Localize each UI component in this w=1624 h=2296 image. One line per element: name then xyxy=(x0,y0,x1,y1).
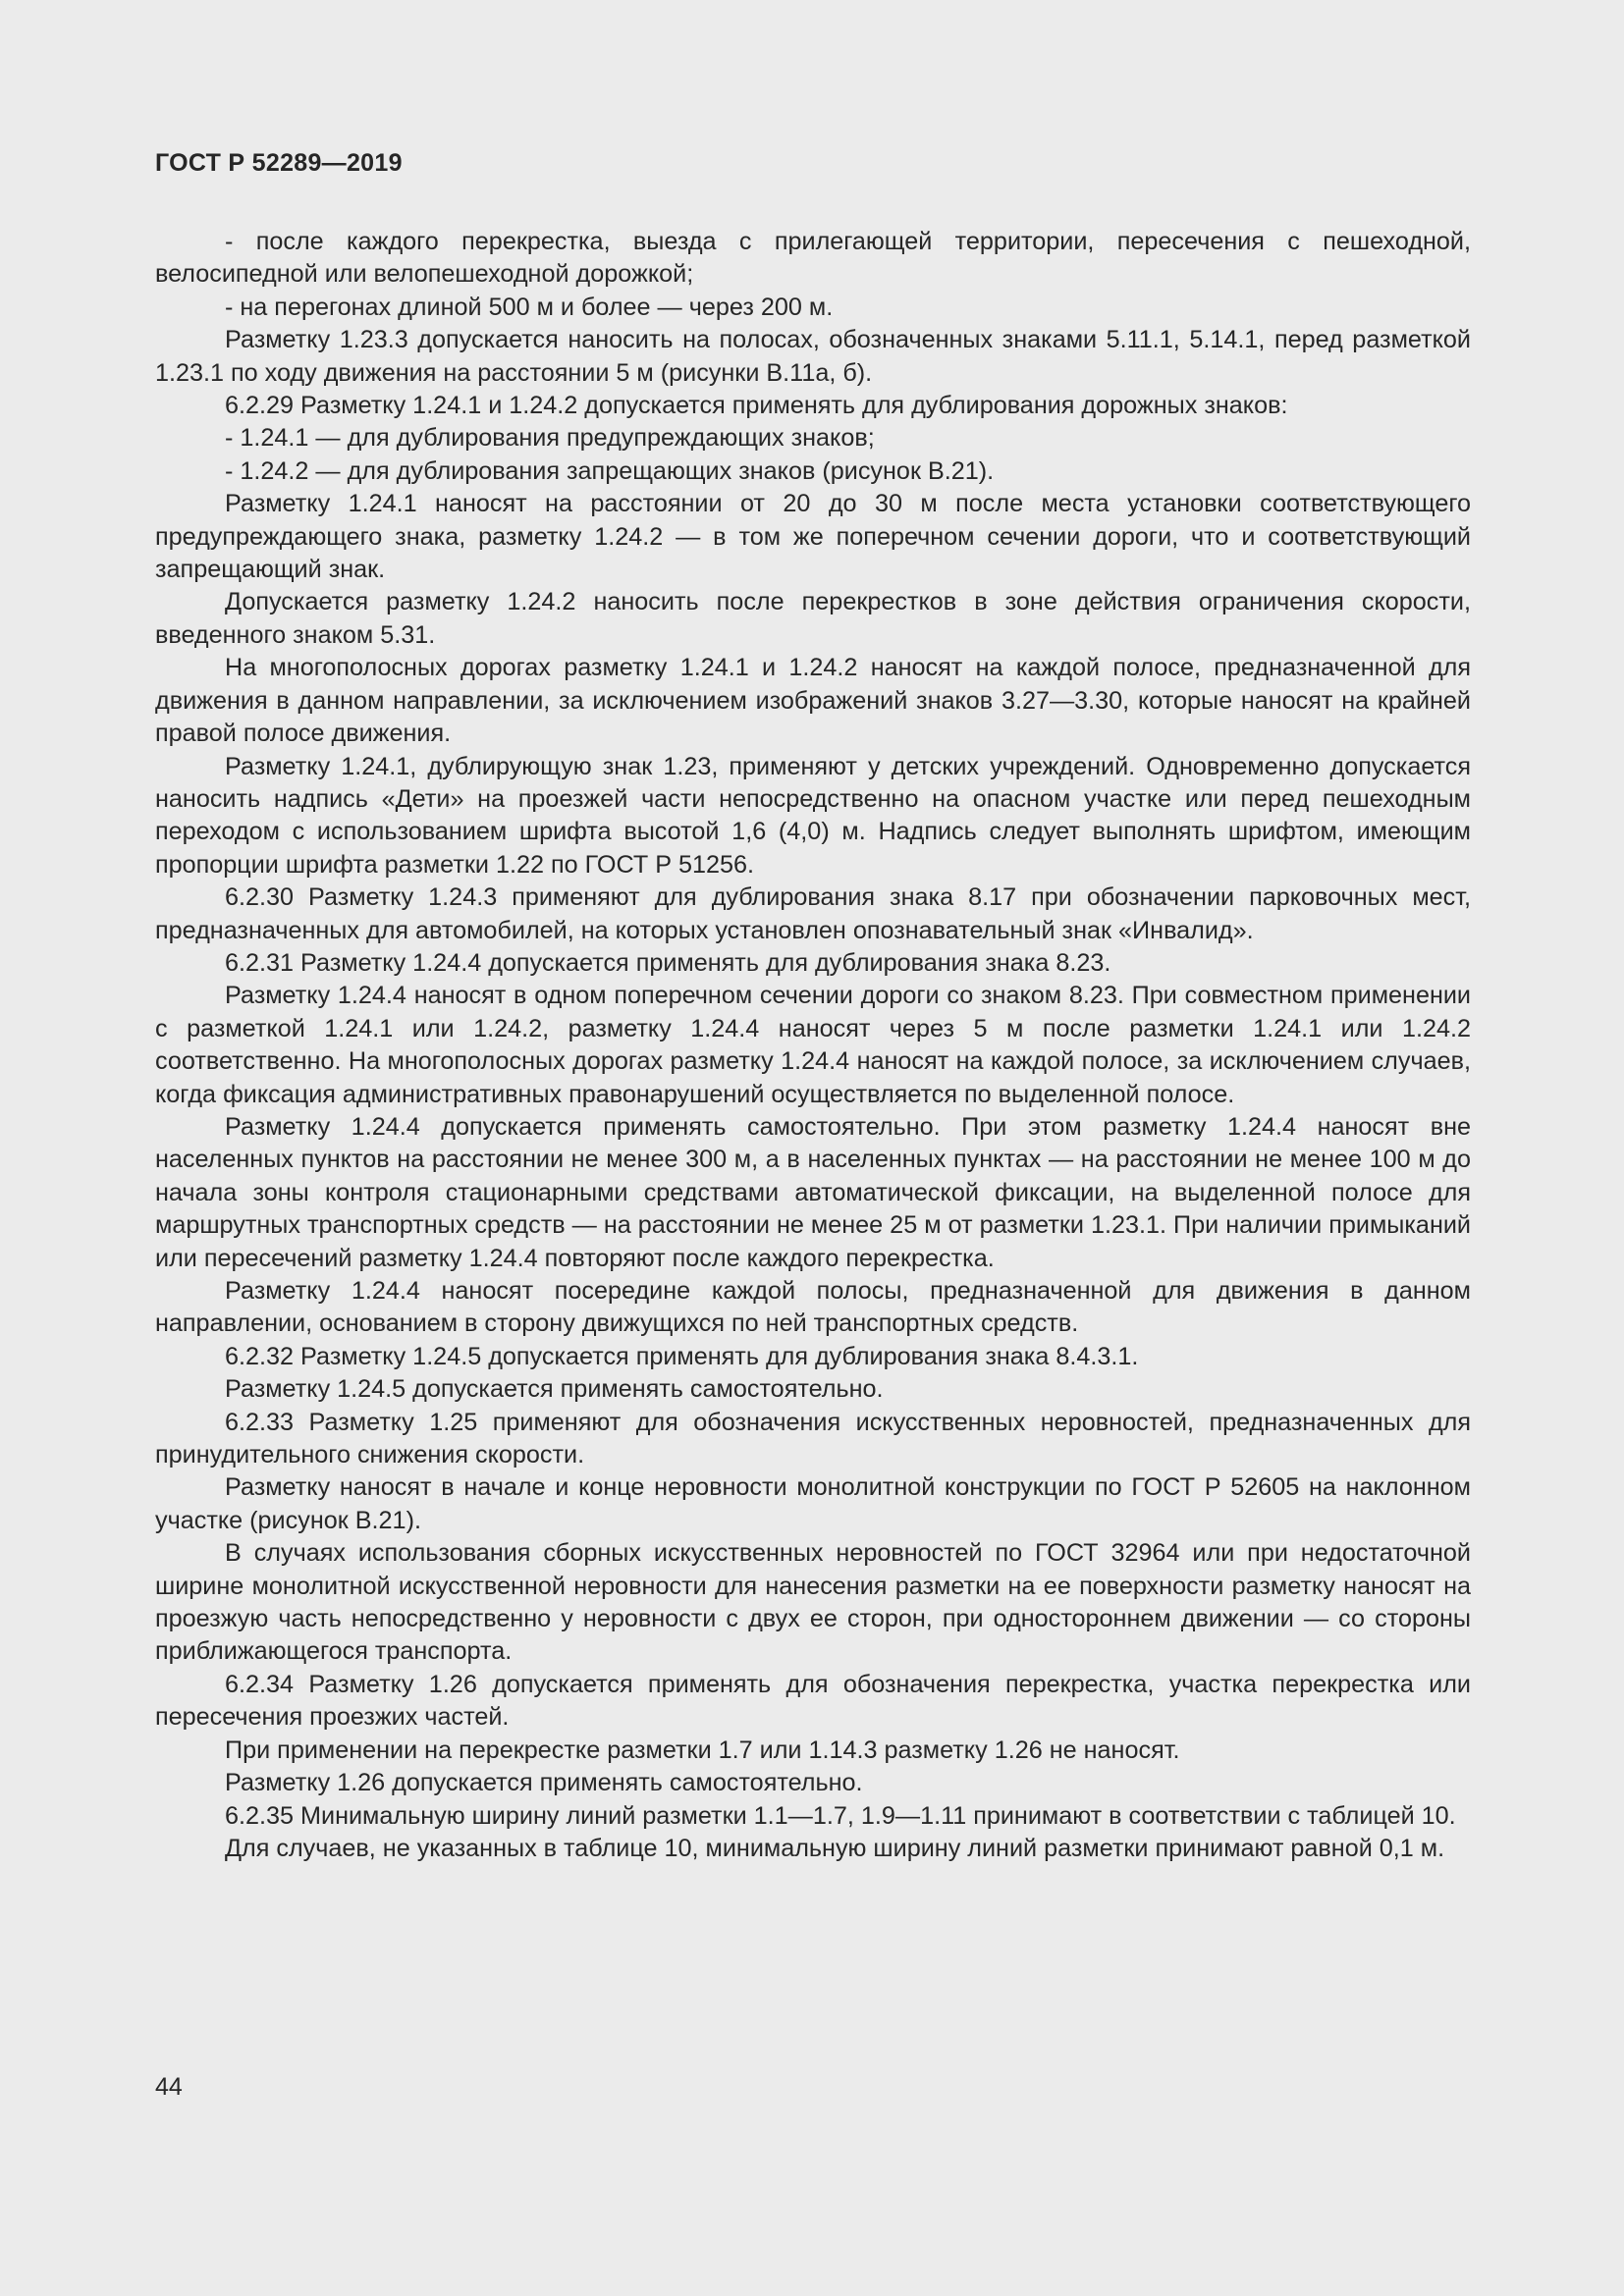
paragraph: При применении на перекрестке разметки 1.7 или 1.14.3 разметку 1.26 не наносят. xyxy=(225,1735,1180,1764)
document-body xyxy=(155,226,1471,1865)
paragraph: В случаях использования сборных искусственных неровностей по ГОСТ 32964 или при недостаточной ширине монолитной искусственной неровности для нанесения разметки на ее поверхности разметку наносят на проезжую часть непосредственно у неровности с двух ее сторон, при одностороннем движении — со стороны приближающегося транспорта. xyxy=(155,1539,1471,1666)
page-number: 44 xyxy=(155,2073,183,2101)
paragraph: Разметку 1.24.4 наносят посередине каждой полосы, предназначенной для движения в данном направлении, основанием в сторону движущихся по ней транспортных средств. xyxy=(155,1277,1471,1338)
paragraph: На многополосных дорогах разметку 1.24.1 и 1.24.2 наносят на каждой полосе, предназначенной для движения в данном направлении, за исключением изображений знаков 3.27—3.30, которые наносят на крайней правой полосе движения. xyxy=(155,654,1471,748)
paragraph: 6.2.31 Разметку 1.24.4 допускается применять для дублирования знака 8.23. xyxy=(225,948,1111,977)
paragraph: 6.2.34 Разметку 1.26 допускается применять для обозначения перекрестка, участка перекрестка или пересечения проезжих частей. xyxy=(155,1670,1471,1732)
paragraph: Разметку 1.24.4 наносят в одном поперечном сечении дороги со знаком 8.23. При совместном применении с разметкой 1.24.1 или 1.24.2, разметку 1.24.4 наносят через 5 м после разметки 1.24.1 или 1.24.2 соответственно. На многополосных дорогах разметку 1.24.4 наносят на каждой полосе, за исключением случаев, когда фиксация административных правонарушений осуществляется по выделенной полосе. xyxy=(155,982,1471,1108)
paragraph: Разметку 1.24.1, дублирующую знак 1.23, применяют у детских учреждений. Одновременно допускается наносить надпись «Дети» на проезжей части непосредственно на опасном участке или перед пешеходным переходом с использованием шрифта высотой 1,6 (4,0) м. Надпись следует выполнять шрифтом, имеющим пропорции шрифта разметки 1.22 по ГОСТ Р 51256. xyxy=(155,752,1471,879)
paragraph: Разметку 1.26 допускается применять самостоятельно. xyxy=(225,1769,863,1797)
paragraph: 6.2.35 Минимальную ширину линий разметки 1.1—1.7, 1.9—1.11 принимают в соответствии с таблицей 10. xyxy=(225,1801,1456,1830)
paragraph: - 1.24.2 — для дублирования запрещающих знаков (рисунок В.21). xyxy=(225,456,995,485)
paragraph: - 1.24.1 — для дублирования предупреждающих знаков; xyxy=(225,424,875,453)
paragraph: - на перегонах длиной 500 м и более — через 200 м. xyxy=(225,293,834,321)
paragraph: Разметку 1.24.5 допускается применять самостоятельно. xyxy=(225,1375,884,1404)
paragraph: Разметку 1.23.3 допускается наносить на полосах, обозначенных знаками 5.11.1, 5.14.1, перед разметкой 1.23.1 по ходу движения на расстоянии 5 м (рисунки В.11а, б). xyxy=(155,326,1471,387)
paragraph: 6.2.32 Разметку 1.24.5 допускается применять для дублирования знака 8.4.3.1. xyxy=(225,1342,1139,1370)
paragraph: 6.2.29 Разметку 1.24.1 и 1.24.2 допускается применять для дублирования дорожных знаков: xyxy=(225,392,1288,420)
paragraph: - после каждого перекрестка, выезда с прилегающей территории, пересечения с пешеходной, велосипедной или велопешеходной дорожкой; xyxy=(155,228,1471,289)
paragraph: Для случаев, не указанных в таблице 10, минимальную ширину линий разметки принимают равной 0,1 м. xyxy=(225,1834,1445,1862)
paragraph: Допускается разметку 1.24.2 наносить после перекрестков в зоне действия ограничения скорости, введенного знаком 5.31. xyxy=(155,588,1471,649)
paragraph: Разметку наносят в начале и конце неровности монолитной конструкции по ГОСТ Р 52605 на наклонном участке (рисунок В.21). xyxy=(155,1473,1471,1534)
paragraph: 6.2.30 Разметку 1.24.3 применяют для дублирования знака 8.17 при обозначении парковочных мест, предназначенных для автомобилей, на которых установлен опознавательный знак «Инвалид». xyxy=(155,883,1471,944)
paragraph: Разметку 1.24.4 допускается применять самостоятельно. При этом разметку 1.24.4 наносят вне населенных пунктов на расстоянии не менее 300 м, а в населенных пунктах — на расстоянии не менее 100 м до начала зоны контроля стационарными средствами автоматической фиксации, на выделенной полосе для маршрутных транспортных средств — на расстоянии не менее 25 м от разметки 1.23.1. При наличии примыканий или пересечений разметку 1.24.4 повторяют после каждого перекрестка. xyxy=(155,1112,1471,1272)
paragraph: 6.2.33 Разметку 1.25 применяют для обозначения искусственных неровностей, предназначенных для принудительного снижения скорости. xyxy=(155,1408,1471,1469)
document-header: ГОСТ Р 52289—2019 xyxy=(155,149,403,177)
paragraph: Разметку 1.24.1 наносят на расстоянии от 20 до 30 м после места установки соответствующего предупреждающего знака, разметку 1.24.2 — в том же поперечном сечении дороги, что и соответствующий запрещающий знак. xyxy=(155,490,1471,584)
